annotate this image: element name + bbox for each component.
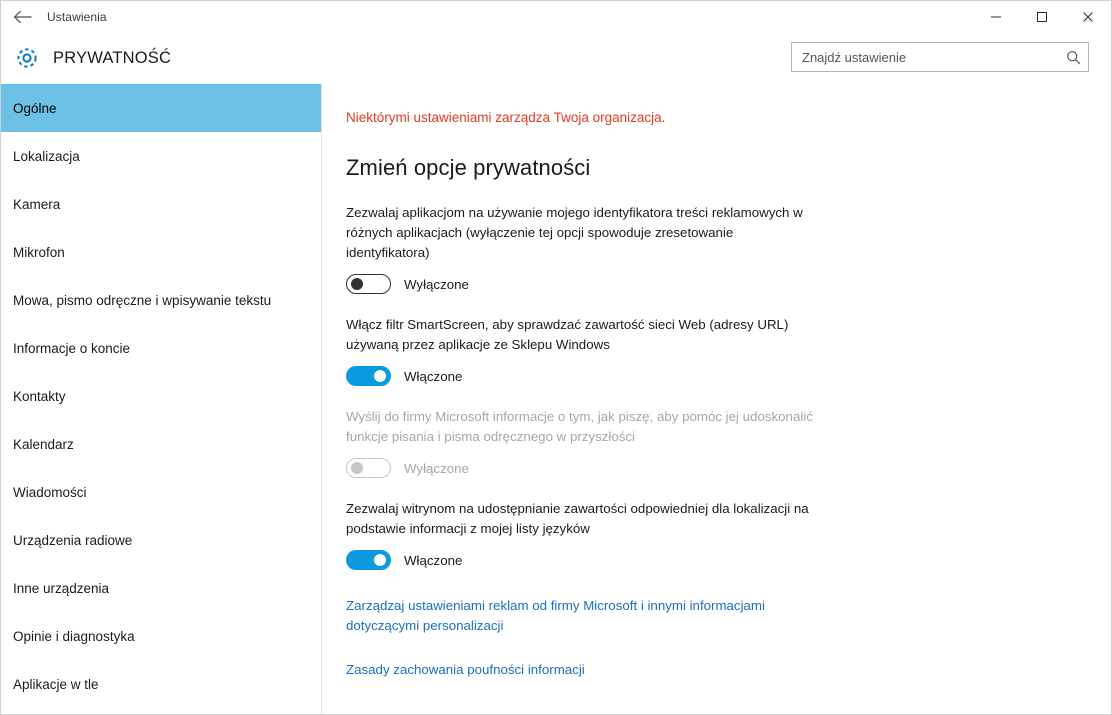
toggle-knob xyxy=(374,554,386,566)
settings-content xyxy=(322,84,1111,714)
setting-description: Zezwalaj witrynom na udostępnianie zawartości odpowiedniej dla lokalizacji na podstawie informacji z mojej listy języków xyxy=(346,501,809,536)
sidebar-item-kalendarz[interactable] xyxy=(1,420,321,468)
toggle-state-label: Włączone xyxy=(404,368,463,384)
sidebar-item-wiadomosci[interactable] xyxy=(1,468,321,516)
toggle-row xyxy=(346,550,816,570)
toggle-typing-info xyxy=(346,458,391,478)
toggle-row xyxy=(346,274,816,294)
back-button[interactable] xyxy=(1,1,45,32)
sidebar-item-label: Inne urządzenia xyxy=(13,580,110,596)
toggle-advertising-id[interactable] xyxy=(346,274,391,294)
page-body xyxy=(1,84,1111,714)
window-title: Ustawienia xyxy=(47,9,107,24)
toggle-row xyxy=(346,366,816,386)
setting-smartscreen xyxy=(346,315,816,386)
link-manage-ad-settings[interactable]: Zarządzaj ustawieniami reklam od firmy Microsoft i innymi informacjami dotyczącymi personalizacji xyxy=(346,598,765,633)
link-privacy-statement[interactable]: Zasady zachowania poufności informacji xyxy=(346,662,585,677)
sidebar-item-label: Kamera xyxy=(13,196,61,212)
sidebar-item-label: Urządzenia radiowe xyxy=(13,532,133,548)
sidebar-item-label: Mowa, pismo odręczne i wpisywanie tekstu xyxy=(13,292,272,308)
setting-description: Włącz filtr SmartScreen, aby sprawdzać zawartość sieci Web (adresy URL) używaną przez aplikacje ze Sklepu Windows xyxy=(346,317,789,352)
sidebar-item-lokalizacja[interactable] xyxy=(1,132,321,180)
search-box[interactable] xyxy=(791,42,1089,72)
toggle-smartscreen[interactable] xyxy=(346,366,391,386)
setting-language-list xyxy=(346,499,816,570)
sidebar-item-mowa-pismo-odreczne[interactable] xyxy=(1,276,321,324)
sidebar-item-label: Kalendarz xyxy=(13,436,74,452)
sidebar-item-label: Kontakty xyxy=(13,388,66,404)
link-block-ads xyxy=(346,596,1111,636)
sidebar-item-kontakty[interactable] xyxy=(1,372,321,420)
close-button[interactable] xyxy=(1065,1,1111,32)
page-title: PRYWATNOŚĆ xyxy=(53,48,172,67)
toggle-state-label: Wyłączone xyxy=(404,460,469,476)
sidebar-item-kamera[interactable] xyxy=(1,180,321,228)
sidebar-item-label: Mikrofon xyxy=(13,244,65,260)
section-title: Zmień opcje prywatności xyxy=(346,155,591,180)
toggle-knob xyxy=(351,462,363,474)
search-input[interactable] xyxy=(792,44,1058,70)
sidebar-item-label: Lokalizacja xyxy=(13,148,80,164)
toggle-knob xyxy=(374,370,386,382)
minimize-button[interactable] xyxy=(973,1,1019,32)
toggle-state-label: Włączone xyxy=(404,552,463,568)
organization-notice: Niektórymi ustawieniami zarządza Twoja organizacja. xyxy=(346,110,666,125)
page-header xyxy=(1,32,1111,84)
toggle-language-list[interactable] xyxy=(346,550,391,570)
caption-buttons xyxy=(973,1,1111,32)
gear-icon xyxy=(1,45,53,71)
toggle-knob xyxy=(351,278,363,290)
maximize-button[interactable] xyxy=(1019,1,1065,32)
sidebar-item-label: Wiadomości xyxy=(13,484,87,500)
toggle-row xyxy=(346,458,816,478)
sidebar-item-mikrofon[interactable] xyxy=(1,228,321,276)
sidebar-item-label: Aplikacje w tle xyxy=(13,676,99,692)
sidebar-item-opinie-i-diagnostyka[interactable] xyxy=(1,612,321,660)
setting-typing-info xyxy=(346,407,816,478)
setting-advertising-id xyxy=(346,203,816,294)
sidebar-item-urzadzenia-radiowe[interactable] xyxy=(1,516,321,564)
sidebar-item-aplikacje-w-tle[interactable] xyxy=(1,660,321,708)
sidebar-item-label: Informacje o koncie xyxy=(13,340,131,356)
setting-description: Wyślij do firmy Microsoft informacje o tym, jak piszę, aby pomóc jej udoskonalić funkcje pisania i pisma odręcznego w przyszłości xyxy=(346,409,813,444)
sidebar-item-label: Opinie i diagnostyka xyxy=(13,628,135,644)
sidebar-item-label: Ogólne xyxy=(13,100,57,116)
setting-description: Zezwalaj aplikacjom na używanie mojego identyfikatora treści reklamowych w różnych aplikacjach (wyłączenie tej opcji spowoduje zresetowanie identyfikatora) xyxy=(346,205,803,260)
title-bar xyxy=(1,1,1111,32)
sidebar xyxy=(1,84,322,714)
sidebar-item-inne-urzadzenia[interactable] xyxy=(1,564,321,612)
search-icon[interactable] xyxy=(1058,43,1088,71)
toggle-state-label: Wyłączone xyxy=(404,276,469,292)
link-block-privacy xyxy=(346,660,1111,680)
sidebar-item-ogolne[interactable] xyxy=(1,84,321,132)
sidebar-item-informacje-o-koncie[interactable] xyxy=(1,324,321,372)
